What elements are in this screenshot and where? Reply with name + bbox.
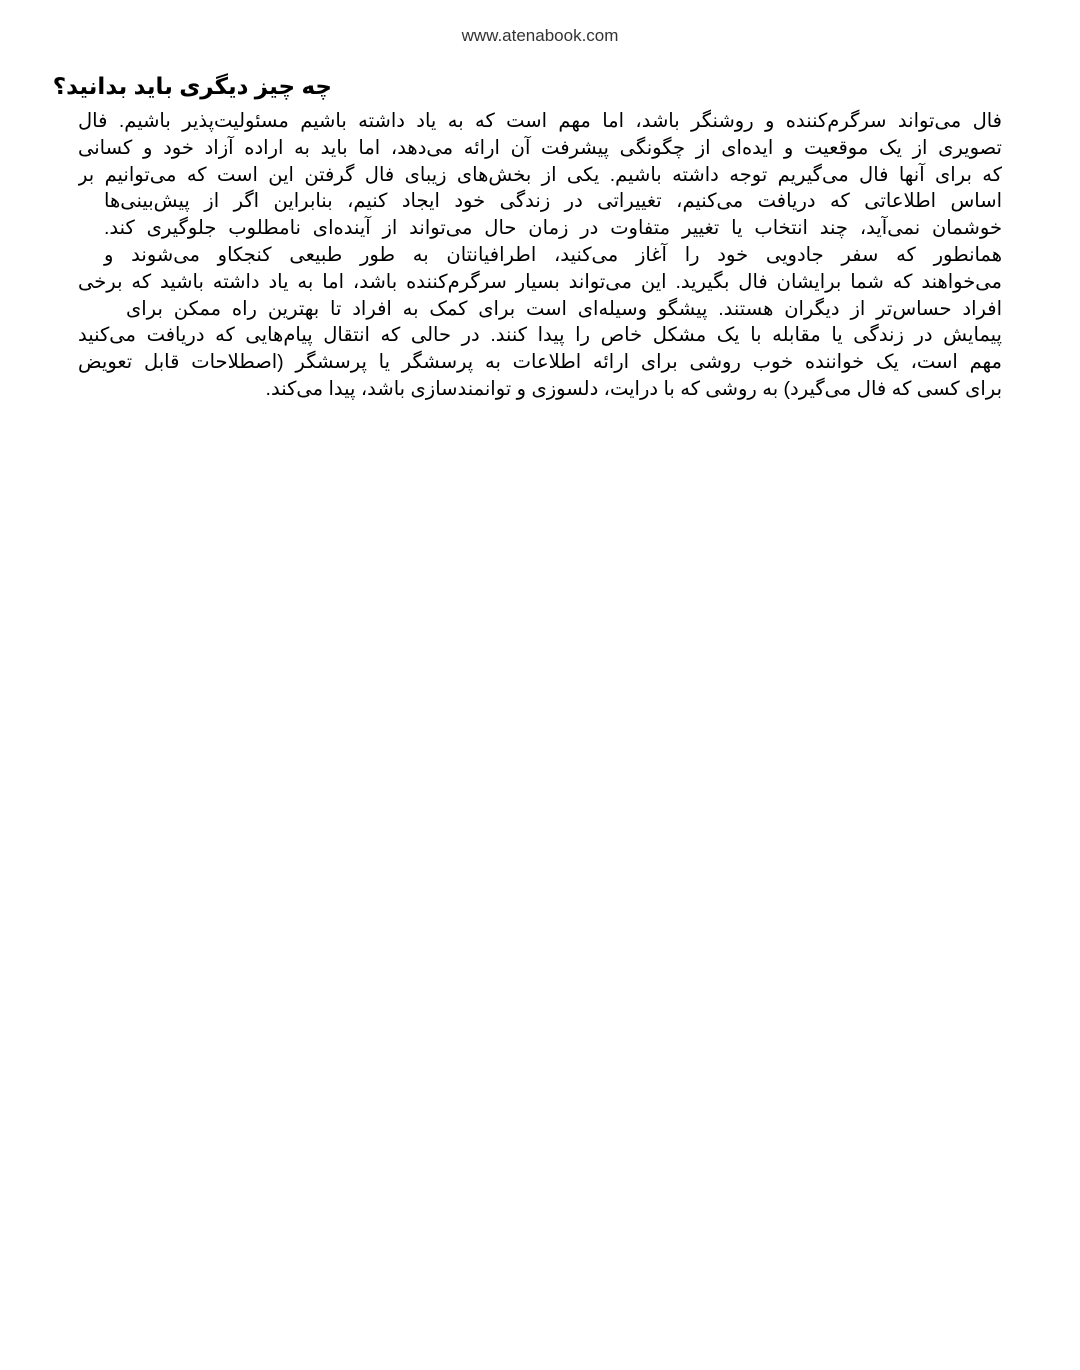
page-header-url: www.atenabook.com: [461, 26, 619, 45]
article-line: پیمایش در زندگی یا مقابله با یک مشکل خاص را پیدا کنند. در حالی که انتقال پیام‌هایی که دریافت می‌کنید: [78, 324, 1002, 347]
article-line: مهم است، یک خواننده خوب روشی برای ارائه اطلاعات به پرسشگر یا پرسشگر (اصطلاحات قابل تعویض: [78, 351, 1002, 374]
article-line: خوشمان نمی‌آید، چند انتخاب یا تغییر متفاوت در زمان حال می‌تواند از آینده‌ای نامطلوب جلوگیری کند.: [104, 217, 1002, 240]
article-heading: چه چیز دیگری باید بدانید؟: [52, 73, 332, 99]
article-body: [78, 108, 1002, 403]
article-line: همانطور که سفر جادویی خود را آغاز می‌کنید، اطرافیانتان به طور طبیعی کنجکاو می‌شوند و: [104, 243, 1002, 266]
article-line: اساس اطلاعاتی که دریافت می‌کنیم، تغییراتی در زندگی خود ایجاد کنیم، بنابراین اگر از پیش‌بینی‌ها: [104, 190, 1002, 213]
article-line: فال می‌تواند سرگرم‌کننده و روشنگر باشد، اما مهم است که به یاد داشته باشیم مسئولیت‌پذیر باشیم. فال: [78, 110, 1002, 132]
article-line: تصویری از یک موقعیت و ایده‌ای از چگونگی پیشرفت آن ارائه می‌دهد، اما باید به اراده آزاد خود و کسانی: [78, 136, 1002, 159]
article-line: که برای آنها فال می‌گیریم توجه داشته باشیم. یکی از بخش‌های زیبای فال گرفتن این است که می‌توانیم بر: [78, 163, 1002, 186]
article-line: برای کسی که فال می‌گیرد) به روشی که با درایت، دلسوزی و توانمندسازی باشد، پیدا می‌کند.: [265, 377, 1002, 400]
article-line: می‌خواهند که شما برایشان فال بگیرید. این می‌تواند بسیار سرگرم‌کننده باشد، اما به یاد داشته باشید که برخی: [78, 270, 1002, 293]
article: [52, 70, 1002, 403]
article-line: افراد حساس‌تر از دیگران هستند. پیشگو وسیله‌ای است برای کمک به افراد تا بهترین راه ممکن برای: [126, 297, 1002, 320]
